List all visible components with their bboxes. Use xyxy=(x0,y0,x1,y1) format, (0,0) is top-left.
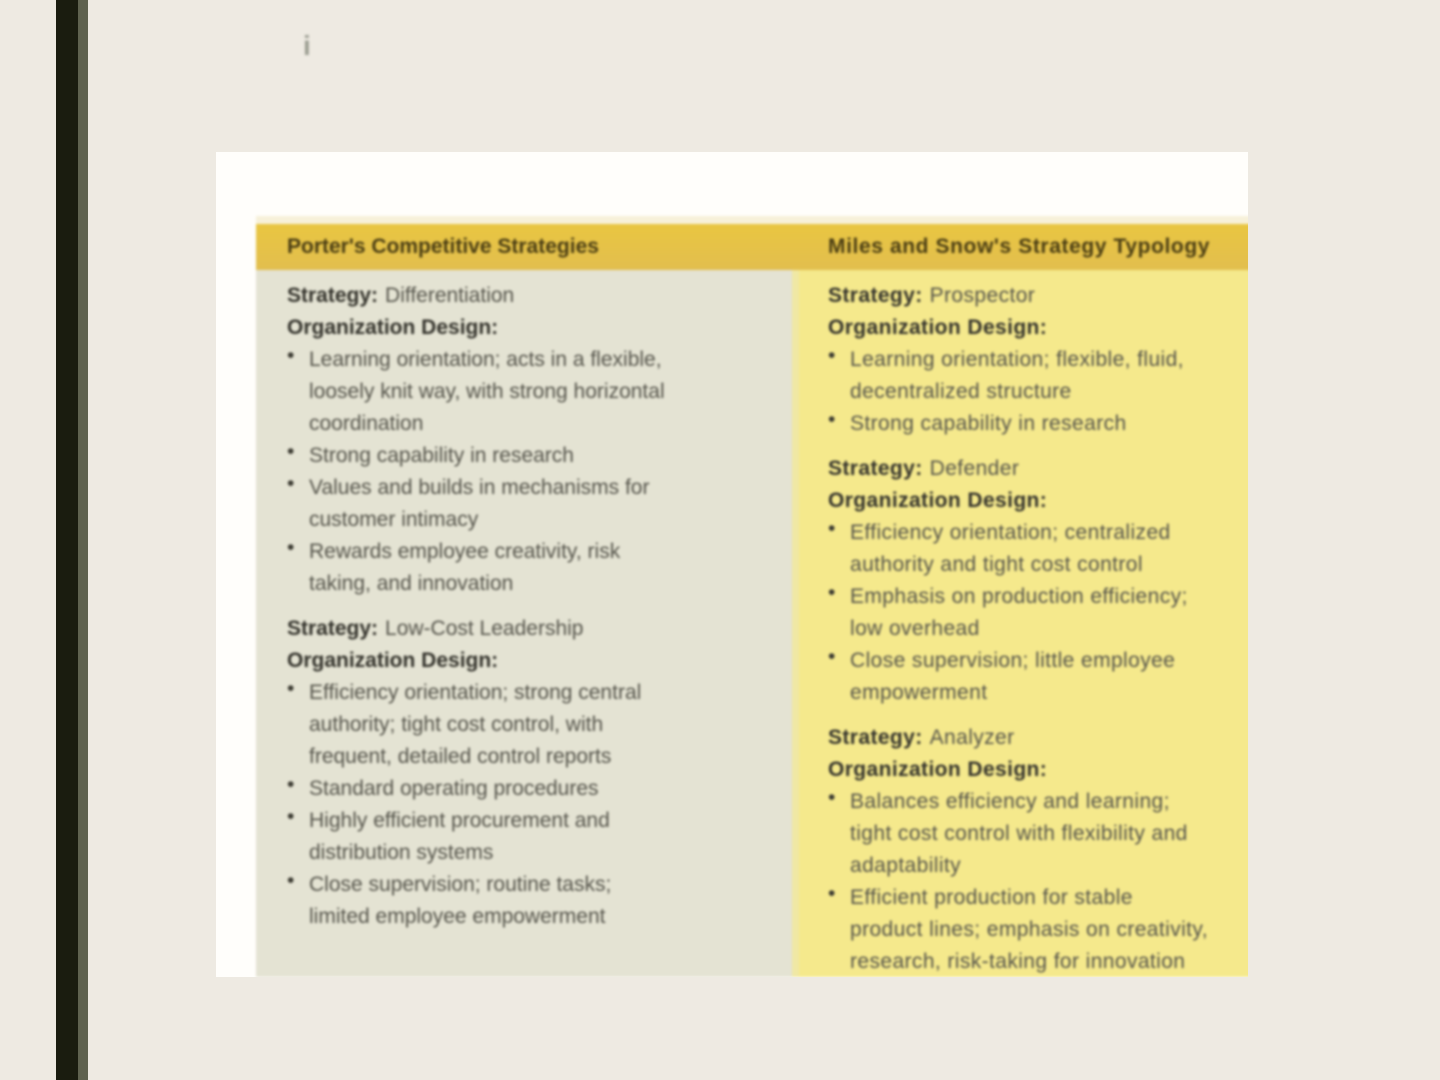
bullet-line: adaptability xyxy=(850,854,962,877)
bullet-line: Strong capability in research xyxy=(309,444,574,467)
miles-snow-column-cell xyxy=(792,270,1248,977)
bullet-marker-icon: • xyxy=(828,581,836,604)
bullet-item xyxy=(828,344,1248,408)
bullet-line: decentralized structure xyxy=(850,380,1072,403)
bullet-lines xyxy=(309,344,665,440)
bullet-lines xyxy=(309,869,611,933)
strategy-label: Strategy: xyxy=(828,457,923,480)
bullet-item xyxy=(287,773,792,805)
porter-column-cell xyxy=(256,270,792,977)
bullet-line: Close supervision; routine tasks; xyxy=(309,873,612,896)
bullet-lines xyxy=(850,517,1171,581)
bullet-lines xyxy=(309,440,574,472)
bullet-line: Emphasis on production efficiency; xyxy=(850,585,1188,608)
strategy-value: Defender xyxy=(929,457,1020,480)
strategy-line xyxy=(828,280,1248,312)
bullet-item xyxy=(828,882,1248,977)
bullet-line: low overhead xyxy=(850,617,980,640)
strategy-value: Low-Cost Leadership xyxy=(385,617,584,640)
bullet-item xyxy=(287,344,792,440)
bullet-lines xyxy=(309,536,620,600)
bullet-item xyxy=(287,536,792,600)
bullet-line: customer intimacy xyxy=(309,508,479,531)
strategy-value: Prospector xyxy=(929,284,1036,307)
strategy-section xyxy=(287,280,792,600)
bullet-line: loosely knit way, with strong horizontal xyxy=(309,380,665,403)
bullet-line: taking, and innovation xyxy=(309,572,514,595)
bullet-line: Efficiency orientation; centralized xyxy=(850,521,1171,544)
bullet-marker-icon: • xyxy=(828,645,836,668)
strategy-comparison-table xyxy=(256,216,1248,977)
bullet-marker-icon: • xyxy=(287,805,295,828)
bullet-line: distribution systems xyxy=(309,841,494,864)
bullet-lines xyxy=(850,882,1208,977)
column-header-miles-snow: Miles and Snow's Strategy Typology xyxy=(828,235,1211,258)
bullet-marker-icon: • xyxy=(287,440,295,463)
strategy-line xyxy=(287,613,792,645)
strategy-line xyxy=(828,722,1248,754)
strategy-line xyxy=(828,453,1248,485)
strategy-section xyxy=(828,280,1248,440)
strategy-value: Differentiation xyxy=(385,284,515,307)
bullet-line: frequent, detailed control reports xyxy=(309,745,612,768)
bullet-line: authority; tight cost control, with xyxy=(309,713,604,736)
bullet-line: Highly efficient procurement and xyxy=(309,809,610,832)
bullet-marker-icon: • xyxy=(287,869,295,892)
bullet-lines xyxy=(309,773,599,805)
bullet-lines xyxy=(309,472,649,536)
design-label: Organization Design: xyxy=(828,316,1048,339)
window-edge-bar-highlight xyxy=(78,0,88,1080)
strategy-value: Analyzer xyxy=(929,726,1015,749)
bullet-marker-icon: • xyxy=(287,677,295,700)
strategy-section xyxy=(287,613,792,933)
bullet-line: Values and builds in mechanisms for xyxy=(309,476,650,499)
bullet-line: Rewards employee creativity, risk xyxy=(309,540,621,563)
bullet-lines xyxy=(850,786,1188,882)
bullet-line: empowerment xyxy=(850,681,988,704)
bullet-marker-icon: • xyxy=(828,344,836,367)
bullet-line: Standard operating procedures xyxy=(309,777,599,800)
bullet-line: Balances efficiency and learning; xyxy=(850,790,1170,813)
bullet-lines xyxy=(850,645,1175,709)
bullet-item xyxy=(287,472,792,536)
bullet-marker-icon: • xyxy=(287,472,295,495)
document-page xyxy=(216,152,1248,977)
bullet-lines xyxy=(309,805,610,869)
bullet-lines xyxy=(850,408,1127,440)
strategy-label: Strategy: xyxy=(287,284,379,307)
bullet-lines xyxy=(309,677,641,773)
bullet-marker-icon: • xyxy=(828,882,836,905)
strategy-line xyxy=(287,280,792,312)
table-header-row xyxy=(256,224,1248,270)
bullet-item xyxy=(287,869,792,933)
bullet-lines xyxy=(850,581,1188,645)
bullet-marker-icon: • xyxy=(287,536,295,559)
bullet-marker-icon: • xyxy=(828,517,836,540)
table-body-row xyxy=(256,270,1248,977)
table-top-border xyxy=(256,216,1248,224)
bullet-lines xyxy=(850,344,1184,408)
design-label: Organization Design: xyxy=(828,758,1048,781)
bullet-marker-icon: • xyxy=(828,786,836,809)
bullet-line: coordination xyxy=(309,412,424,435)
bullet-line: Strong capability in research xyxy=(850,412,1127,435)
bullet-item xyxy=(828,517,1248,581)
bullet-line: Close supervision; little employee xyxy=(850,649,1176,672)
strategy-label: Strategy: xyxy=(828,726,923,749)
bullet-marker-icon: • xyxy=(287,773,295,796)
bullet-line: Efficiency orientation; strong central xyxy=(309,681,642,704)
column-header-porter: Porter's Competitive Strategies xyxy=(287,235,599,258)
design-label: Organization Design: xyxy=(287,649,499,672)
strategy-label: Strategy: xyxy=(287,617,379,640)
bullet-item xyxy=(828,645,1248,709)
bullet-line: limited employee empowerment xyxy=(309,905,606,928)
strategy-section xyxy=(828,453,1248,709)
bullet-line: research, risk-taking for innovation xyxy=(850,950,1186,973)
strategy-label: Strategy: xyxy=(828,284,923,307)
design-label: Organization Design: xyxy=(287,316,499,339)
bullet-item xyxy=(828,408,1248,440)
bullet-item xyxy=(828,581,1248,645)
bullet-line: tight cost control with flexibility and xyxy=(850,822,1188,845)
bullet-item xyxy=(828,786,1248,882)
bullet-line: Efficient production for stable xyxy=(850,886,1133,909)
strategy-section xyxy=(828,722,1248,977)
stray-i-glyph: i xyxy=(303,30,311,61)
bullet-item xyxy=(287,677,792,773)
bullet-line: Learning orientation; flexible, fluid, xyxy=(850,348,1184,371)
design-label: Organization Design: xyxy=(828,489,1048,512)
bullet-marker-icon: • xyxy=(828,408,836,431)
bullet-line: Learning orientation; acts in a flexible, xyxy=(309,348,662,371)
bullet-line: authority and tight cost control xyxy=(850,553,1143,576)
bullet-marker-icon: • xyxy=(287,344,295,367)
bullet-item xyxy=(287,440,792,472)
bullet-item xyxy=(287,805,792,869)
window-edge-bar xyxy=(56,0,78,1080)
bullet-line: product lines; emphasis on creativity, xyxy=(850,918,1208,941)
